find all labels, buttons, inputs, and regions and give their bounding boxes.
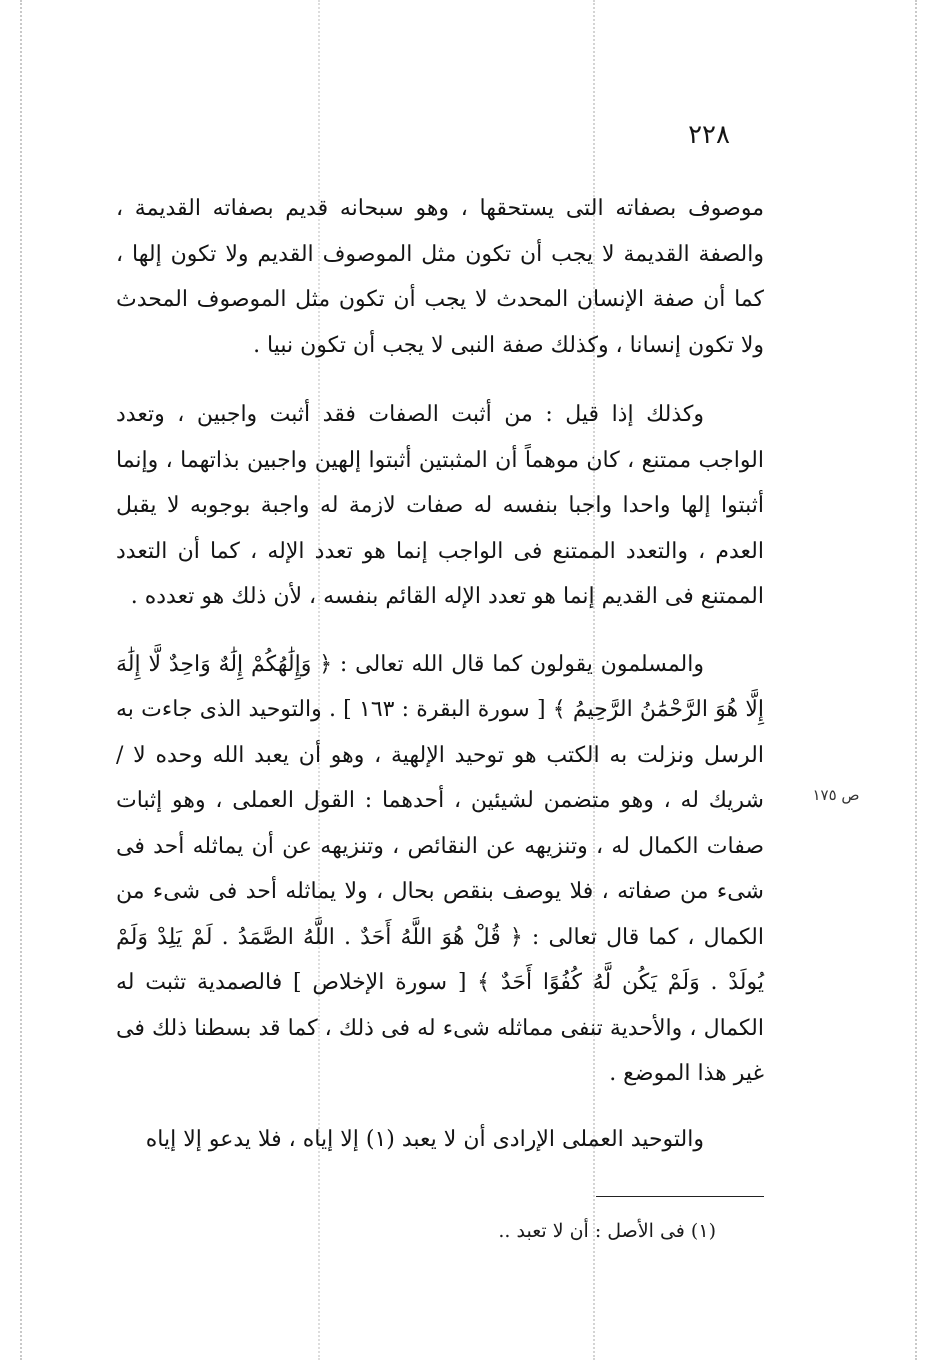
paragraph: وكذلك إذا قيل : من أثبت الصفات فقد أثبت واجبين ، وتعدد الواجب ممتنع ، كان موهماً أن المثبتين أثبتوا إلهين واجبين بذاتهما ، وإنما أثبتوا إلها واحدا واجبا بنفسه له صفات لازمة له واجبة بوجوبه لا يقبل العدم ، والتعدد الممتنع فى الواجب إنما هو تعدد الإله ، كما أن التعدد الممتنع فى القديم إنما هو تعدد الإله القائم بنفسه ، لأن ذلك هو تعدده . bbox=[116, 402, 764, 609]
footnote: (١) فى الأصل : أن لا تعبد .. bbox=[498, 1220, 716, 1242]
margin-page-reference: ص ١٧٥ bbox=[812, 786, 860, 804]
paragraph: والتوحيد العملى الإرادى أن لا يعبد (١) إلا إياه ، فلا يدعو إلا إياه bbox=[145, 1126, 704, 1152]
page-number: ٢٢٨ bbox=[688, 120, 730, 150]
footnote-separator bbox=[596, 1196, 764, 1197]
paragraph: والمسلمون يقولون كما قال الله تعالى : ﴿ وَإِلَٰهُكُمْ إِلَٰهٌ وَاحِدٌ لَّا إِلَٰهَ إِلَّا هُوَ الرَّحْمَٰنُ الرَّحِيمُ ﴾ [ سورة البقرة : ١٦٣ ] . والتوحيد الذى جاءت به الرسل ونزلت به الكتب هو توحيد الإلهية ، وهو أن يعبد الله وحده لا / شريك له ، وهو متضمن لشيئين ، أحدهما : القول العملى ، وهو إثبات صفات الكمال له ، وتنزيهه عن النقائص ، وتنزيهه عن أن يماثله أحد فى شىء من صفاته ، فلا يوصف بنقص بحال ، ولا يماثله أحد فى شىء من الكمال ، كما قال تعالى : ﴿ قُلْ هُوَ اللَّهُ أَحَدٌ . اللَّهُ الصَّمَدُ . لَمْ يَلِدْ وَلَمْ يُولَدْ . وَلَمْ يَكُن لَّهُ كُفُوًا أَحَدٌ ﴾ [ سورة الإخلاص ] فالصمدية تثبت له الكمال ، والأحدية تنفى مماثله شىء له فى ذلك ، كما قد بسطنا ذلك فى غير هذا الموضع . bbox=[116, 651, 764, 1086]
scan-dotted-line bbox=[20, 0, 22, 1360]
paragraph: موصوف بصفاته التى يستحقها ، وهو سبحانه قديم بصفاته القديمة ، والصفة القديمة لا يجب أن تكون مثل الموصوف القديم ولا تكون إلها ، كما أن صفة الإنسان المحدث لا يجب أن تكون مثل الموصوف المحدث ولا تكون إنسانا ، وكذلك صفة النبى لا يجب أن تكون نبيا . bbox=[116, 196, 764, 358]
main-text bbox=[116, 186, 764, 1162]
scan-dotted-line bbox=[915, 0, 917, 1360]
